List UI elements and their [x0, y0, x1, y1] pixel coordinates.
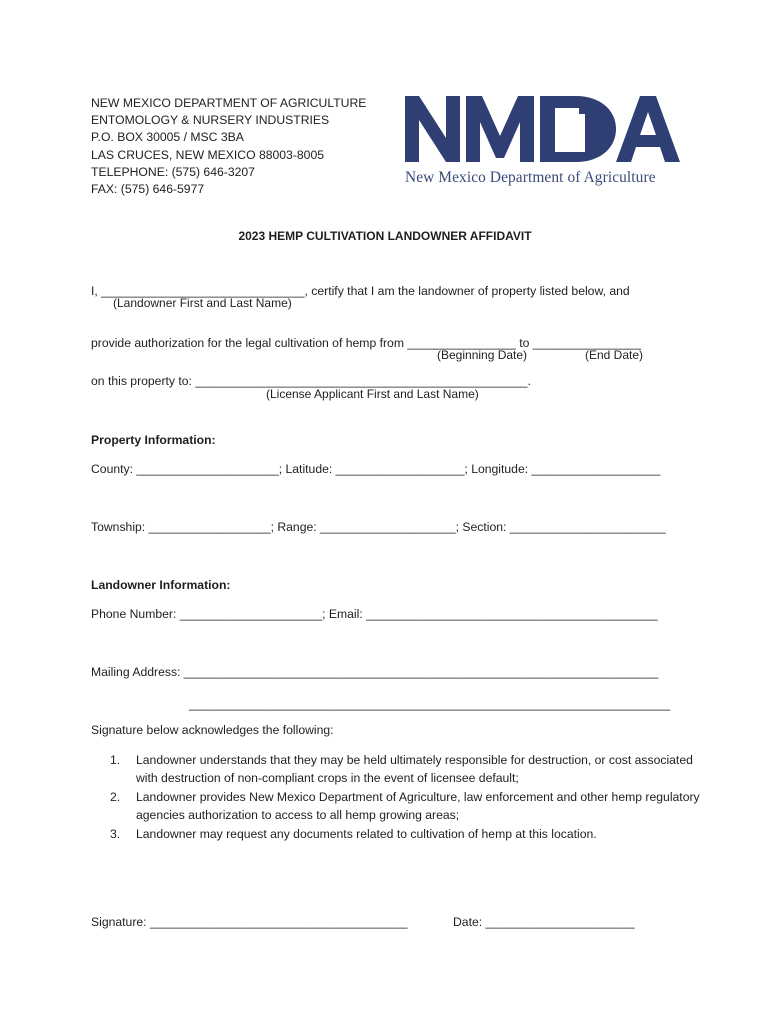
address-line: NEW MEXICO DEPARTMENT OF AGRICULTURE: [91, 96, 367, 110]
authorization-text: provide authorization for the legal cultivation of hemp from: [91, 336, 408, 350]
nmda-wordmark: [404, 92, 684, 168]
applicant-text: on this property to:: [91, 374, 196, 388]
list-text: Landowner understands that they may be held ultimately responsible for destruction, or cost associated with destruction of non-compliant crops in the event of licensee default;: [136, 753, 693, 786]
list-item: [110, 825, 710, 843]
landowner-name-field[interactable]: ______________________________: [101, 284, 305, 298]
acknowledge-intro: Signature below acknowledges the following:: [91, 723, 334, 737]
date-field[interactable]: Date: ______________________: [453, 915, 635, 929]
certify-suffix: , certify that I am the landowner of property listed below, and: [304, 284, 630, 298]
beginning-date-field[interactable]: ________________: [407, 336, 516, 350]
property-row-county[interactable]: County: _____________________; Latitude: ___________________; Longitude: ___________________: [91, 462, 661, 476]
signature-field[interactable]: Signature: ______________________________________: [91, 915, 408, 929]
address-line: P.O. BOX 30005 / MSC 3BA: [91, 130, 244, 145]
list-text: Landowner provides New Mexico Department of Agriculture, law enforcement and other hemp regulatory agencies authorization to access to all hemp growing areas;: [136, 789, 700, 823]
address-line: TELEPHONE: (575) 646-3207: [91, 164, 255, 179]
mailing-address-row-2[interactable]: _______________________________________________________________________: [189, 697, 671, 711]
list-number: 3.: [110, 826, 121, 841]
acknowledge-list: [110, 751, 710, 843]
phone-email-row[interactable]: Phone Number: _____________________; Email: ___________________________________________: [91, 607, 658, 621]
end-date-field[interactable]: ________________: [532, 336, 642, 350]
end-date-caption: (End Date): [585, 348, 644, 362]
property-heading: Property Information:: [91, 433, 216, 447]
address-line: FAX: (575) 646-5977: [91, 181, 205, 196]
authorization-line: [91, 336, 641, 350]
department-address: [91, 95, 366, 198]
list-item: [110, 788, 710, 825]
list-item: [110, 751, 710, 788]
nmda-logo: [404, 92, 684, 188]
landowner-heading: Landowner Information:: [91, 578, 231, 592]
to-word: to: [515, 336, 533, 350]
property-row-township[interactable]: Township: __________________; Range: ____________________; Section: _______________________: [91, 520, 666, 534]
list-text: Landowner may request any documents related to cultivation of hemp at this location.: [136, 826, 597, 841]
applicant-line: [91, 374, 531, 388]
beginning-date-caption: (Beginning Date): [437, 348, 528, 362]
list-number: 1.: [110, 753, 121, 767]
list-number: 2.: [110, 789, 121, 804]
certify-prefix: I,: [91, 284, 102, 298]
address-line: ENTOMOLOGY & NURSERY INDUSTRIES: [91, 113, 330, 128]
form-title: 2023 HEMP CULTIVATION LANDOWNER AFFIDAVIT: [238, 229, 532, 243]
logo-subtitle: New Mexico Department of Agriculture: [405, 169, 656, 186]
applicant-name-caption: (License Applicant First and Last Name): [266, 387, 479, 401]
address-line: LAS CRUCES, NEW MEXICO 88003-8005: [91, 147, 325, 162]
landowner-name-caption: (Landowner First and Last Name): [113, 296, 292, 310]
mailing-address-row[interactable]: Mailing Address: ______________________________________________________________________: [91, 665, 659, 679]
applicant-name-field[interactable]: _________________________________________________.: [195, 374, 531, 388]
